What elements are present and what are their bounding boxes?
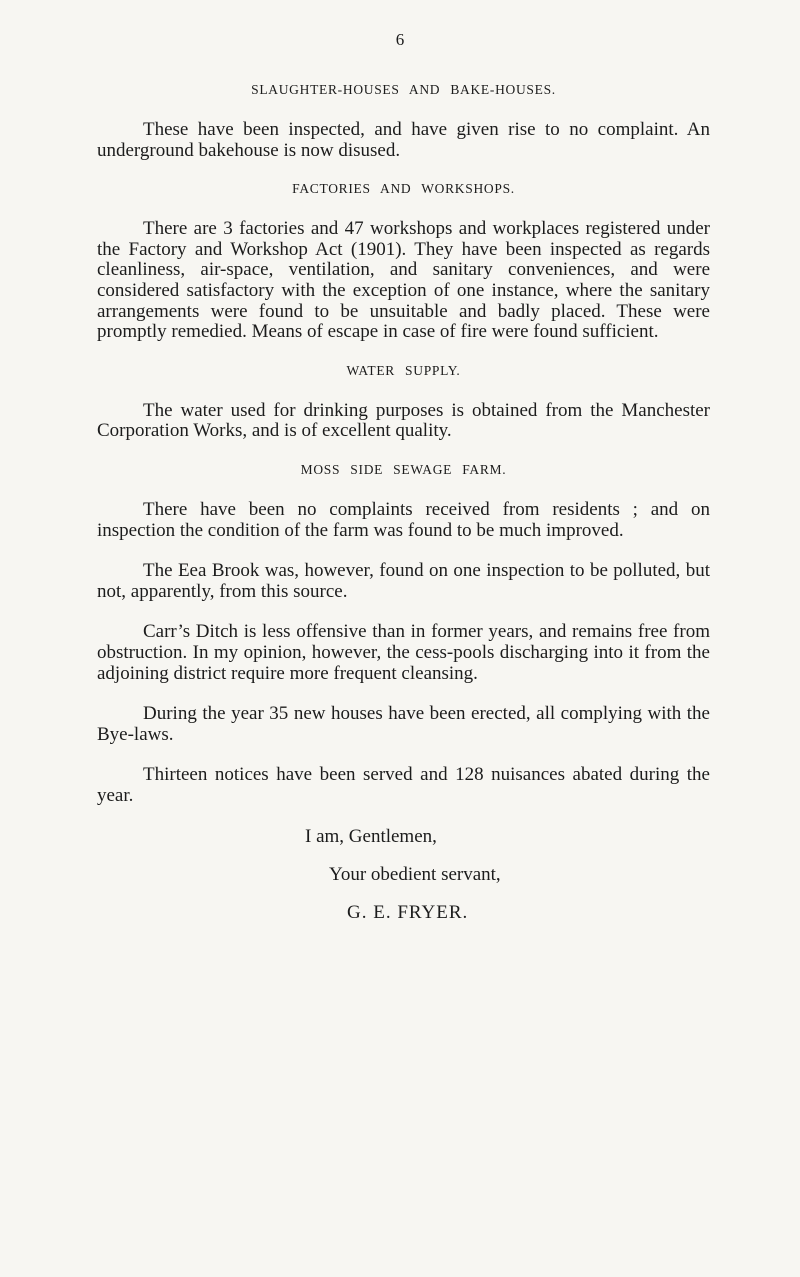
section-moss-side-sewage-farm xyxy=(97,462,710,807)
page-number: 6 xyxy=(395,30,405,49)
letter-closing xyxy=(97,826,710,924)
section-slaughter-houses xyxy=(97,82,710,161)
document-body xyxy=(97,82,710,924)
signature: G. E. FRYER. xyxy=(347,902,469,924)
paragraph: There have been no complaints received from residents ; and on inspection the condition of the farm was found to be much improved. xyxy=(97,498,710,541)
paragraph: The water used for drinking purposes is obtained from the Manchester Corporation Works, and is of excellent quality. xyxy=(97,399,710,442)
section-factories-workshops xyxy=(97,181,710,343)
paragraph: These have been inspected, and have given rise to no complaint. An underground bakehouse is now disused. xyxy=(97,119,710,161)
section-heading: MOSS SIDE SEWAGE FARM. xyxy=(300,461,507,477)
section-heading: FACTORIES AND WORKSHOPS. xyxy=(292,181,515,197)
paragraph: Thirteen notices have been served and 128 nuisances abated during the year. xyxy=(97,764,710,806)
salutation-line: I am, Gentlemen, xyxy=(305,826,437,848)
section-heading: WATER SUPPLY. xyxy=(346,362,461,378)
paragraph: There are 3 factories and 47 workshops and workplaces registered under the Factory and Workshop Act (1901). They have been inspected as regards cleanliness, air-space, ventilation, and sanitary conveniences, and were considered satisfactory with the exception of one instance, where the sanitary arrangements were found to be unsuitable and badly placed. These were promptly remedied. Means of escape in case of fire were found sufficient. xyxy=(97,218,710,343)
section-water-supply xyxy=(97,363,710,442)
paragraph: The Eea Brook was, however, found on one inspection to be polluted, but not, apparently, from this source. xyxy=(97,560,710,602)
paragraph: During the year 35 new houses have been erected, all complying with the Bye-laws. xyxy=(97,703,710,745)
section-heading: SLAUGHTER-HOUSES AND BAKE-HOUSES. xyxy=(251,82,556,97)
paragraph: Carr’s Ditch is less offensive than in former years, and remains free from obstruction. In my opinion, however, the cess-pools discharging into it from the adjoining district require more frequent cleansing. xyxy=(97,621,710,684)
valediction-line: Your obedient servant, xyxy=(329,864,501,886)
